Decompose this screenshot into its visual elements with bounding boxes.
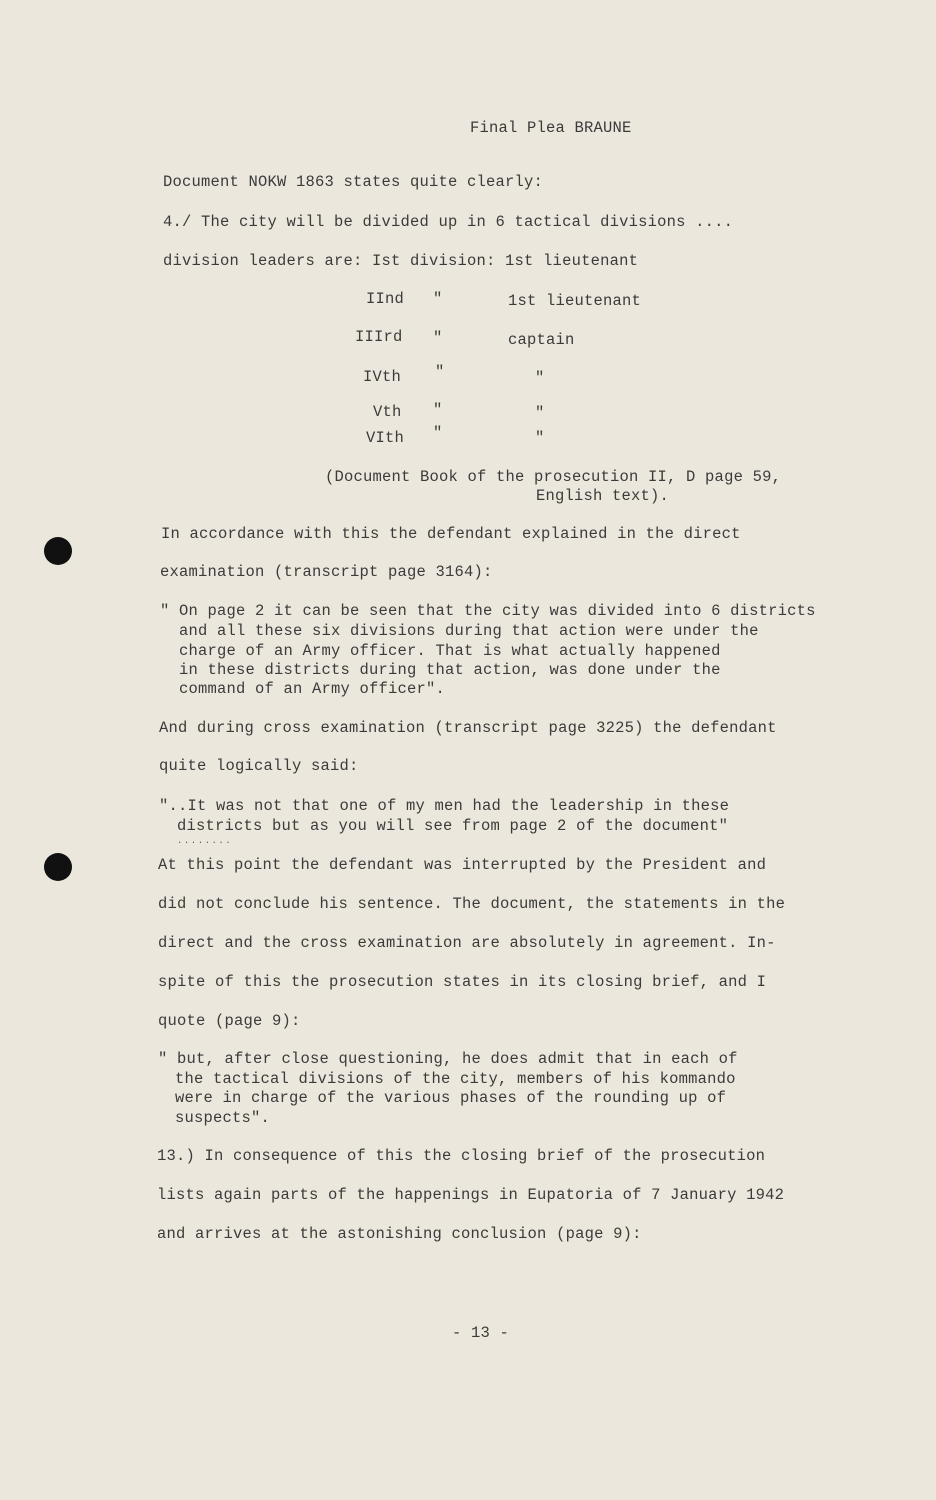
division-ditto: "	[433, 401, 443, 419]
paragraph-line: lists again parts of the happenings in Eupatoria of 7 January 1942	[157, 1186, 785, 1204]
paragraph-line: spite of this the prosecution states in its closing brief, and I	[158, 973, 767, 991]
paragraph-line: And during cross examination (transcript page 3225) the defendant	[159, 719, 777, 737]
header-title: Final Plea BRAUNE	[470, 119, 632, 137]
paragraph-line: examination (transcript page 3164):	[160, 563, 493, 581]
quote-line: " but, after close questioning, he does admit that in each of	[158, 1050, 738, 1068]
division-rank: "	[535, 404, 545, 422]
division-ditto: "	[433, 290, 443, 308]
quote-line: command of an Army officer".	[179, 680, 446, 698]
quote-line: in these districts during that action, was done under the	[179, 661, 721, 679]
quote-line: " On page 2 it can be seen that the city was divided into 6 districts	[160, 602, 816, 620]
item-4-line: 4./ The city will be divided up in 6 tactical divisions ....	[163, 213, 734, 231]
division-intro-line: division leaders are: Ist division: 1st lieutenant	[163, 252, 639, 270]
division-rank: 1st lieutenant	[508, 292, 642, 310]
division-rank: "	[535, 429, 545, 447]
quote-line: were in charge of the various phases of the rounding up of	[175, 1089, 727, 1107]
division-ditto: "	[433, 424, 443, 442]
punch-hole-bottom	[44, 853, 72, 881]
citation-line-1: (Document Book of the prosecution II, D page 59,	[325, 468, 782, 486]
punch-hole-top	[44, 537, 72, 565]
paragraph-line: direct and the cross examination are absolutely in agreement. In-	[158, 934, 776, 952]
quote-line: "..It was not that one of my men had the leadership in these	[159, 797, 730, 815]
division-ditto: "	[435, 363, 445, 381]
intro-line: Document NOKW 1863 states quite clearly:	[163, 173, 544, 191]
division-name: IVth	[363, 368, 402, 386]
quote-line: and all these six divisions during that action were under the	[179, 622, 759, 640]
quote-line: charge of an Army officer. That is what actually happened	[179, 642, 721, 660]
paragraph-line: quite logically said:	[159, 757, 359, 775]
division-name: VIth	[366, 429, 405, 447]
division-name: Vth	[373, 403, 402, 421]
division-name: IIIrd	[355, 328, 403, 346]
division-rank: captain	[508, 331, 575, 349]
quote-line: the tactical divisions of the city, members of his kommando	[175, 1070, 736, 1088]
division-ditto: "	[433, 329, 443, 347]
paragraph-line: and arrives at the astonishing conclusion (page 9):	[157, 1225, 642, 1243]
paragraph-line: quote (page 9):	[158, 1012, 301, 1030]
division-rank: "	[535, 369, 545, 387]
quote-line: districts but as you will see from page 2 of the document"	[177, 817, 729, 835]
paragraph-line: In accordance with this the defendant explained in the direct	[161, 525, 741, 543]
quote-line: suspects".	[175, 1109, 271, 1127]
page-number: - 13 -	[452, 1324, 510, 1342]
citation-line-2: English text).	[536, 487, 670, 505]
division-name: IInd	[366, 290, 405, 308]
paragraph-line: 13.) In consequence of this the closing brief of the prosecution	[157, 1147, 766, 1165]
quote-ellipsis: ........	[177, 836, 233, 846]
paragraph-line: At this point the defendant was interrupted by the President and	[158, 856, 767, 874]
paragraph-line: did not conclude his sentence. The document, the statements in the	[158, 895, 786, 913]
